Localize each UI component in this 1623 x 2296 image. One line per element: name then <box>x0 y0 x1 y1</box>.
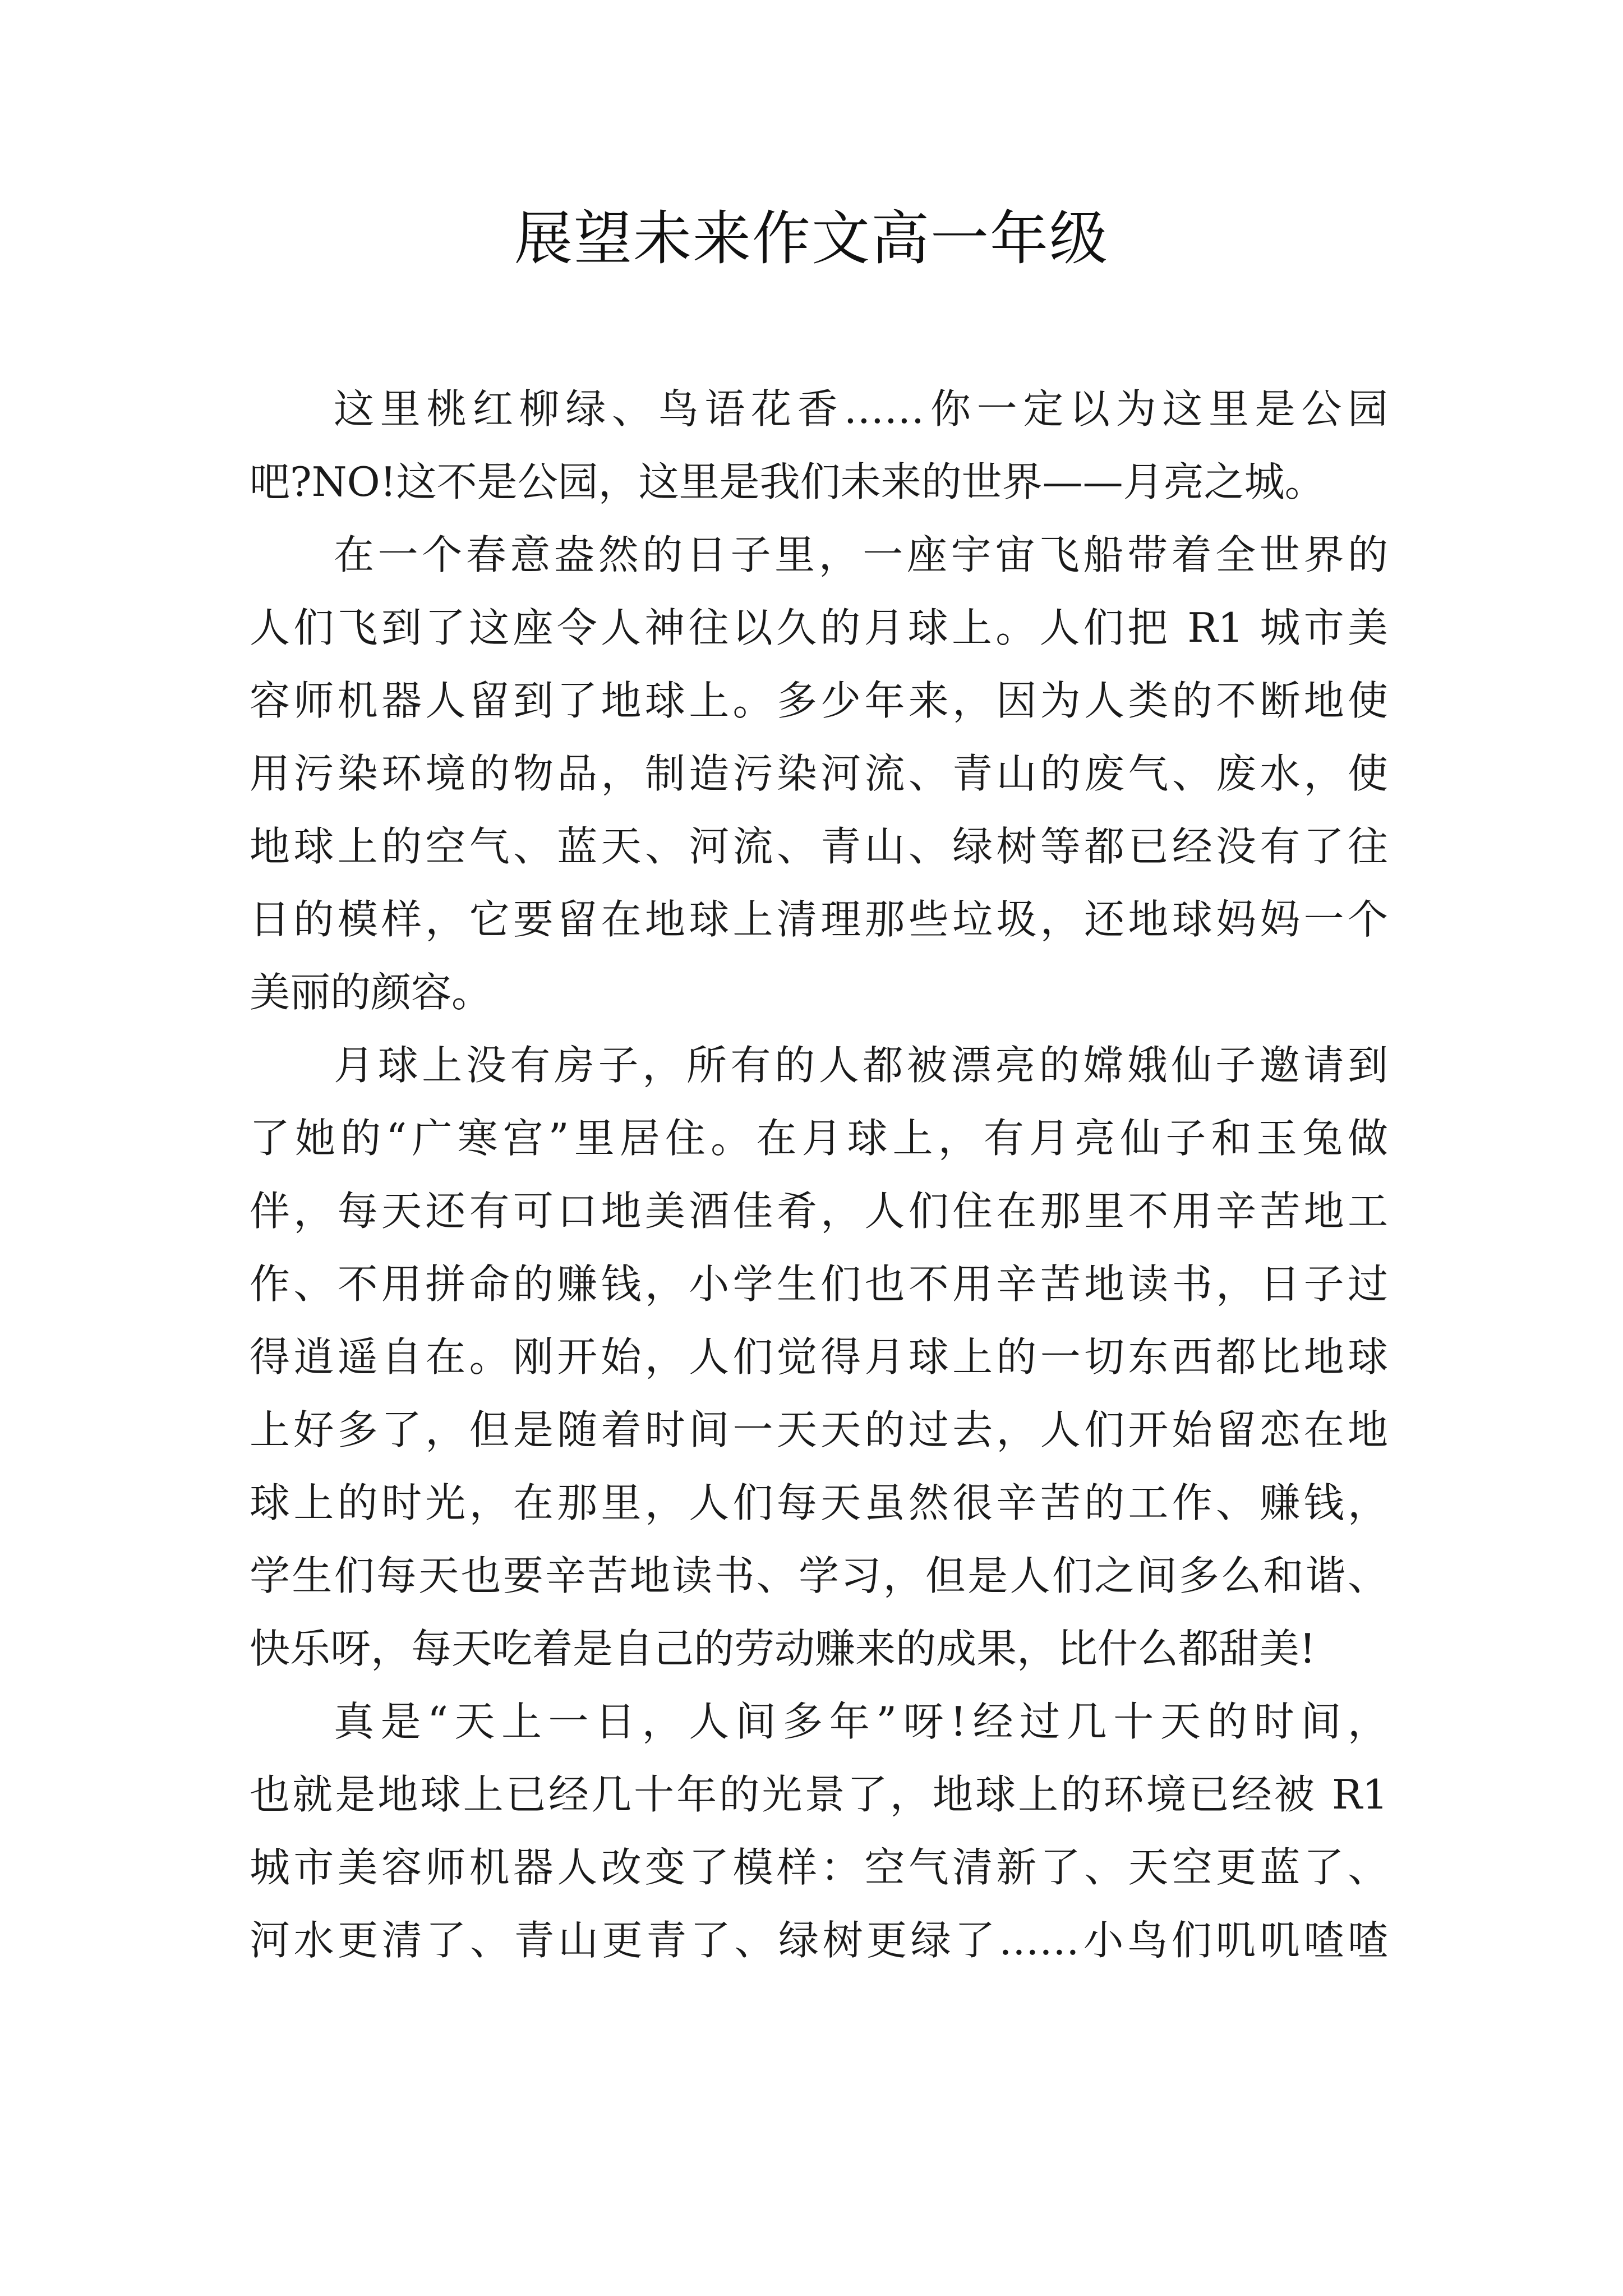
paragraph-1-line-1: 这里桃红柳绿、鸟语花香……你一定以为这里是公园 <box>334 385 1388 432</box>
paragraph-3-line-5: 得逍遥自在。刚开始，人们觉得月球上的一切东西都比地球 <box>250 1333 1388 1381</box>
paragraph-3-line-2: 了她的“广寒宫”里居住。在月球上，有月亮仙子和玉兔做 <box>250 1115 1388 1162</box>
paragraph-3-line-9: 快乐呀，每天吃着是自己的劳动赚来的成果，比什么都甜美! <box>250 1625 1316 1672</box>
paragraph-2-line-7: 美丽的颜容。 <box>250 969 492 1016</box>
paragraph-4-line-2: 也就是地球上已经几十年的光景了，地球上的环境已经被 R1 <box>250 1771 1388 1818</box>
paragraph-2-line-4: 用污染环境的物品，制造污染河流、青山的废气、废水，使 <box>250 750 1388 797</box>
paragraph-3-line-7: 球上的时光，在那里，人们每天虽然很辛苦的工作、赚钱， <box>250 1479 1388 1526</box>
paragraph-3-line-3: 伴，每天还有可口地美酒佳肴，人们住在那里不用辛苦地工 <box>250 1188 1388 1235</box>
paragraph-3-line-4: 作、不用拼命的赚钱，小学生们也不用辛苦地读书，日子过 <box>250 1260 1388 1308</box>
document-title: 展望未来作文高一年级 <box>514 204 1109 273</box>
paragraph-2-line-6: 日的模样，它要留在地球上清理那些垃圾，还地球妈妈一个 <box>250 896 1388 943</box>
document-body <box>250 372 1388 1977</box>
paragraph-2-line-3: 容师机器人留到了地球上。多少年来，因为人类的不断地使 <box>250 677 1388 724</box>
paragraph-4-line-1: 真是“天上一日，人间多年”呀!经过几十天的时间， <box>334 1698 1388 1745</box>
paragraph-4-line-3: 城市美容师机器人改变了模样：空气清新了、天空更蓝了、 <box>250 1844 1388 1891</box>
paragraph-4-line-4: 河水更清了、青山更青了、绿树更绿了……小鸟们叽叽喳喳 <box>250 1917 1388 1964</box>
paragraph-3-line-6: 上好多了，但是随着时间一天天的过去，人们开始留恋在地 <box>250 1406 1388 1453</box>
paragraph-1-line-2: 吧?NO!这不是公园，这里是我们未来的世界——月亮之城。 <box>250 458 1325 505</box>
paragraph-2-line-5: 地球上的空气、蓝天、河流、青山、绿树等都已经没有了往 <box>250 823 1388 870</box>
paragraph-3-line-8: 学生们每天也要辛苦地读书、学习，但是人们之间多么和谐、 <box>250 1552 1388 1599</box>
paragraph-3-line-1: 月球上没有房子，所有的人都被漂亮的嫦娥仙子邀请到 <box>334 1042 1388 1089</box>
paragraph-2-line-2: 人们飞到了这座令人神往以久的月球上。人们把 R1 城市美 <box>250 604 1388 651</box>
paragraph-2-line-1: 在一个春意盎然的日子里，一座宇宙飞船带着全世界的 <box>334 531 1388 578</box>
